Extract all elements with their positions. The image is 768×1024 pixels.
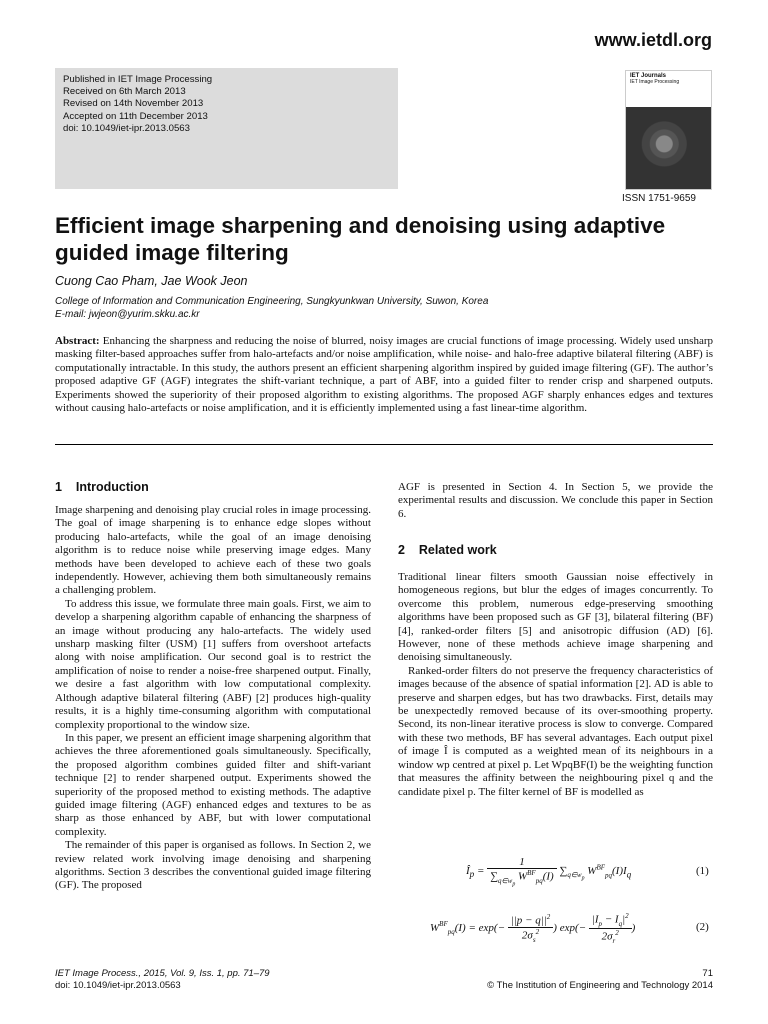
cover-eye-picture bbox=[626, 107, 711, 189]
equation-1-number: (1) bbox=[696, 865, 709, 877]
paper-title: Efficient image sharpening and denoising using adaptive guided image filtering bbox=[55, 213, 666, 265]
abstract-label: Abstract: bbox=[55, 335, 100, 347]
footer-doi[interactable]: doi: 10.1049/iet-ipr.2013.0563 bbox=[55, 980, 181, 991]
abstract-text: Enhancing the sharpness and reducing the noise of blurred, noisy images are crucial functions of image processing. Widely used unsharp masking filter-based approaches suffer from halo-artefacts and/or noise amplification, while noise- and halo-free adaptive bilateral filtering (ABF) is computationally intractable. In this study, the authors present an efficient sharpening algorithm inspired by guided image filtering (GF). The author’s proposed adaptive GF (AGF) integrates the shift-variant technique, a part of ABF, into a guided filter to render crisp and sharpened outputs. Experiments showed the superiority of their proposed algorithm to existing algorithms. The proposed AGF sharply enhances edges and textures without causing halo-artefacts or noise amplification, and it is efficiently implemented using a fast linear-time algorithm. bbox=[55, 335, 714, 415]
author-email[interactable]: E-mail: jwjeon@yurim.skku.ac.kr bbox=[55, 309, 200, 320]
intro-paragraph-4: The remainder of this paper is organised as follows. In Section 2, we review related work involving image denoising and sharpening algorithms. Section 3 describes the conventional guided image filtering (GF). The proposed bbox=[55, 839, 371, 892]
equation-2-number: (2) bbox=[696, 921, 709, 933]
copyright: © The Institution of Engineering and Technology 2014 bbox=[487, 980, 713, 991]
issn: ISSN 1751-9659 bbox=[622, 193, 696, 204]
pub-info-line: Revised on 14th November 2013 bbox=[63, 98, 204, 110]
journal-cover-image bbox=[625, 70, 712, 190]
cover-journal-label: IET Journals bbox=[630, 73, 667, 79]
equation-1: $Î_p$ = $\frac{1}{\sum_{q\in w_p} W^{BF}_{pq}(I)}$ $\sum_{q\in w_p}$ $W^{BF}_{pq}(I)I_q$ bbox=[466, 856, 632, 888]
abstract bbox=[55, 335, 713, 415]
related-paragraph-1: Traditional linear filters smooth Gaussian noise effectively in homogeneous regions, but blur the edges of images concurrently. To overcome this problem, numerous edge-preserving smoothing algorithms have been proposed such as GF [3], bilateral filtering (BF) [4], ranked-order filters [5] and anisotropic diffusion (AD) [6]. However, none of these methods achieve image sharpening and denoising simultaneously. bbox=[398, 571, 713, 664]
section-heading-introduction: 1 Introduction bbox=[55, 480, 149, 494]
equation-2: $W^{BF}_{pq}(I) = \exp(-$ $\frac{||p - q||^2}{2\sigma_s^2}$ ) exp(− $\frac{|I_p - I_q|^2}{2\sigma_r^2}$ ) bbox=[430, 912, 636, 945]
section-heading-related-work: 2 Related work bbox=[398, 543, 497, 557]
intro-paragraph-1: Image sharpening and denoising play crucial roles in image processing. The goal of image sharpening is to enhance edge slopes without producing halo-artefacts, while the goal of an image denoising algorithm is to reduce noise while preserving image edges. Many methods have been developed to achieve each of these two goals independently. However, achieving them both simultaneously remains a challenging problem. bbox=[55, 504, 371, 597]
footer-left bbox=[55, 968, 270, 992]
related-work-body bbox=[398, 571, 713, 799]
affiliation: College of Information and Communication Engineering, Sungkyunkwan University, Suwon, Korea bbox=[55, 296, 489, 307]
affiliation-block bbox=[55, 295, 488, 321]
page-number: 71 bbox=[702, 968, 713, 979]
left-column bbox=[55, 504, 371, 893]
pub-info-line: doi: 10.1049/iet-ipr.2013.0563 bbox=[63, 122, 190, 134]
intro-paragraph-continued: AGF is presented in Section 4. In Section 5, we provide the experimental results and discussion. We conclude this paper in Section 6. bbox=[398, 481, 713, 520]
publication-info-box bbox=[55, 68, 398, 189]
cover-title: IET Image Processing bbox=[630, 79, 680, 85]
site-url[interactable]: www.ietdl.org bbox=[594, 30, 712, 50]
related-paragraph-2: Ranked-order filters do not preserve the frequency characteristics of images because of the absence of spatial information [2]. AD is able to preserve and sharpen edges, but has two drawbacks. First, details may be unexpectedly removed because of its over-smoothing property. Second, its non-linear iterative process is slow to converge. Compared with these two methods, BF has several advantages. Each output pixel of image Î is computed as a weighted mean of its neighbours in a window wp centred at pixel p. Let WpqBF(I) be the weighting function that measures the affinity between the neighbouring pixel q and the candidate pixel p. The filter kernel of BF is modelled as bbox=[398, 664, 713, 798]
intro-paragraph-3: In this paper, we present an efficient image sharpening algorithm that achieves the three aforementioned goals simultaneously. Specifically, the proposed algorithm combines guided filter and shift-variant technique [2] to render sharpened output. Experiments showed the superiority of the proposed method to existing methods. The adaptive guided image filtering (AGF) enhanced edges and textures to be as sharp as those enhanced by ABF, but with lower computational complexity. bbox=[55, 731, 371, 838]
right-column bbox=[398, 481, 713, 521]
pub-info-line: Received on 6th March 2013 bbox=[63, 86, 186, 98]
pub-info-line: Accepted on 11th December 2013 bbox=[63, 110, 208, 122]
journal-reference: IET Image Process., 2015, Vol. 9, Iss. 1, pp. 71–79 bbox=[55, 968, 270, 979]
paper-authors: Cuong Cao Pham, Jae Wook Jeon bbox=[55, 274, 248, 288]
intro-paragraph-2: To address this issue, we formulate three main goals. First, we aim to develop a sharpening algorithm capable of enhancing the sharpness of an image without producing any halo-artefacts. The widely used unsharp masking filter (USM) [1] suffers from overshoot artefacts along with noise amplification. Our second goal is to restrict the amplification of noise to render a noise-free sharpened output. Finally, we desire a fast algorithm with low computational complexity. Although adaptive bilateral filtering (ABF) [2] produces high-quality results, it is a highly time-consuming algorithm with computational complexity proportional to the window size. bbox=[55, 597, 371, 731]
pub-info-line: Published in IET Image Processing bbox=[63, 74, 213, 85]
abstract-divider bbox=[55, 444, 713, 445]
footer-right bbox=[487, 968, 713, 992]
